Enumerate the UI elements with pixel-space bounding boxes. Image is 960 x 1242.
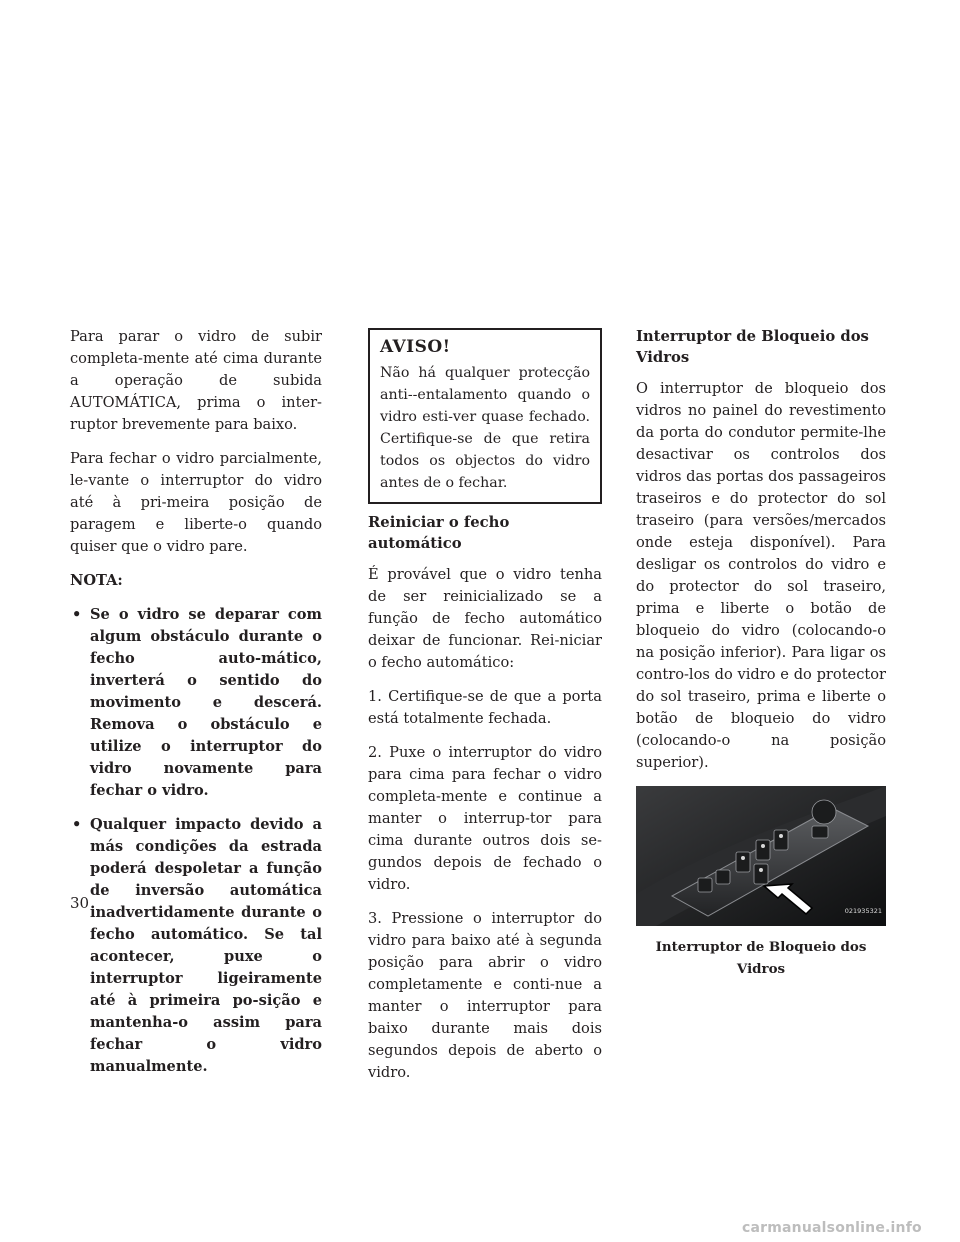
section-heading: Interruptor de Bloqueio dos Vidros [636, 328, 869, 366]
footer-watermark[interactable]: carmanualsonline.info [742, 1220, 922, 1236]
section-heading: Reiniciar o fecho automático [368, 514, 510, 552]
left-column [70, 326, 322, 1090]
paragraph: Para parar o vidro de subir completa-mente até cima durante a operação de subida AUTOMÁTICA, prima o inter-ruptor brevemente para baixo. [70, 328, 322, 433]
note-list [70, 604, 322, 1078]
paragraph: O interruptor de bloqueio dos vidros no painel do revestimento da porta do condutor permite-lhe desactivar os controlos dos vidros das portas dos passageiros traseiros e do protector do sol traseiro (para versões/mercados onde esteja disponível). Para desligar os controlos do vidro e do protector do sol traseiro, prima e liberte o botão de bloqueio do vidro (colocando-o na posição inferior). Para ligar os contro-los do vidro e do protector do sol traseiro, prima e liberte o botão de bloqueio do vidro (colocando-o na posição superior). [636, 380, 886, 771]
note-item: • Se o vidro se deparar com algum obstáculo durante o fecho auto-mático, inverterá o sentido do movimento e descerá. Remova o obstáculo e utilize o interruptor do vidro novamente para fechar o vidro. [70, 604, 322, 802]
note-item: • Qualquer impacto devido a más condições da estrada poderá despoletar a função de inversão automática inadvertidamente durante o fecho automático. Se tal acontecer, puxe o interruptor ligeiramente até à primeira po-sição e mantenha-o assim para fechar o vidro manualmente. [70, 814, 322, 1078]
right-column [636, 326, 886, 980]
figure-caption: Interruptor de Bloqueio dos Vidros [655, 939, 867, 977]
window-lock-switch-image [636, 786, 886, 926]
step: 2. Puxe o interruptor do vidro para cima para fechar o vidro completa-mente e continue a manter o interrup-tor para cima durante outros dois se-gundos depois de fechado o vidro. [368, 744, 602, 893]
page-number: 30 [70, 894, 90, 912]
note-label: NOTA: [70, 572, 123, 589]
warning-text: Não há qualquer protecção anti--entalamento quando o vidro esti-ver quase fechado. Certifique-se de que retira todos os objectos do vidro antes de o fechar. [380, 365, 590, 491]
figure-code: 021935321 [844, 907, 882, 915]
paragraph: É provável que o vidro tenha de ser reinicializado se a função de fecho automático deixar de funcionar. Rei-niciar o fecho automático: [368, 566, 602, 671]
warning-title: AVISO! [380, 337, 451, 357]
step: 1. Certifique-se de que a porta está totalmente fechada. [368, 688, 602, 727]
middle-column [368, 328, 602, 1096]
step: 3. Pressione o interruptor do vidro para baixo até à segunda posição para abrir o vidro completamente e conti-nue a manter o interruptor para baixo durante mais dois segundos depois de aberto o vidro. [368, 910, 602, 1081]
paragraph: Para fechar o vidro parcialmente, le-vante o interruptor do vidro até à pri-meira posição de paragem e liberte-o quando quiser que o vidro pare. [70, 450, 322, 555]
warning-box [368, 328, 602, 504]
